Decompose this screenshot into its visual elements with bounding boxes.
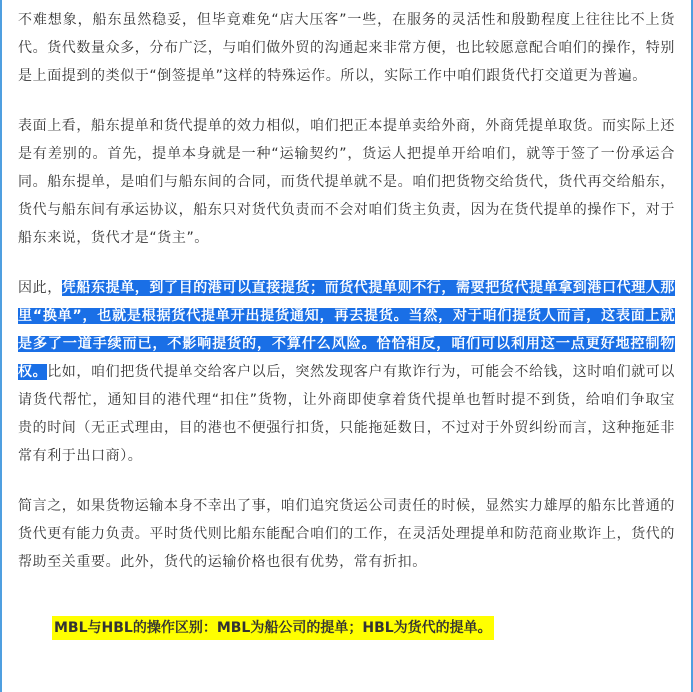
paragraph-1: 不难想象，船东虽然稳妥，但毕竟难免“店大压客”一些，在服务的灵活性和殷勤程度上往往比不上货代。货代数量众多，分布广泛，与咱们做外贸的沟通起来非常方便，也比较愿意配合咱们的操作，特别是上面提到的类似于“倒签提单”这样的特殊运作。所以，实际工作中咱们跟货代打交道更为普遍。 (18, 12, 675, 84)
paragraph-3-tail: 比如，咱们把货代提单交给客户以后，突然发现客户有欺诈行为，可能会不给钱，这时咱们就可以请货代帮忙，通知目的港代理“扣住”货物，让外商即使拿着货代提单也暂时提不到货，给咱们争取宝贵的时间（无正式理由，目的港也不便强行扣货，只能拖延数日，不过对于外贸纠纷而言，这种拖延非常有利于出口商）。 (18, 364, 676, 464)
paragraph-3 (18, 274, 675, 470)
paragraph-4: 简言之，如果货物运输本身不幸出了事，咱们追究货运公司责任的时候，显然实力雄厚的船东比普通的货代更有能力负责。平时货代则比船东能配合咱们的工作，在灵活处理提单和防范商业欺诈上，货代的帮助至关重要。此外，货代的运输价格也很有优势，常有折扣。 (18, 498, 675, 570)
paragraph-3-lead: 因此， (18, 280, 62, 296)
paragraph-3-highlight: 凭船东提单，到了目的港可以直接提货；而货代提单则不行，需要把货代提单拿到港口代理人那里“换单”，也就是根据货代提单开出提货通知，再去提货。当然，对于咱们提货人而言，这表面上就是多了一道手续而已，不影响提货的，不算什么风险。恰恰相反，咱们可以利用这一点更好地控制物权。 (18, 280, 676, 380)
paragraph-2: 表面上看，船东提单和货代提单的效力相似，咱们把正本提单卖给外商，外商凭提单取货。而实际上还是有差别的。首先，提单本身就是一种“运输契约”，货运人把提单开给咱们，就等于签了一份承运合同。船东提单，是咱们与船东间的合同，而货代提单就不是。咱们把货物交给货代，货代再交给船东，货代与船东间有承运协议，船东只对货代负责而不会对咱们货主负责，因为在货代提单的操作下，对于船东来说，货代才是“货主”。 (18, 118, 675, 246)
mbl-hbl-note: MBL与HBL的操作区别：MBL为船公司的提单；HBL为货代的提单。 (52, 616, 494, 640)
